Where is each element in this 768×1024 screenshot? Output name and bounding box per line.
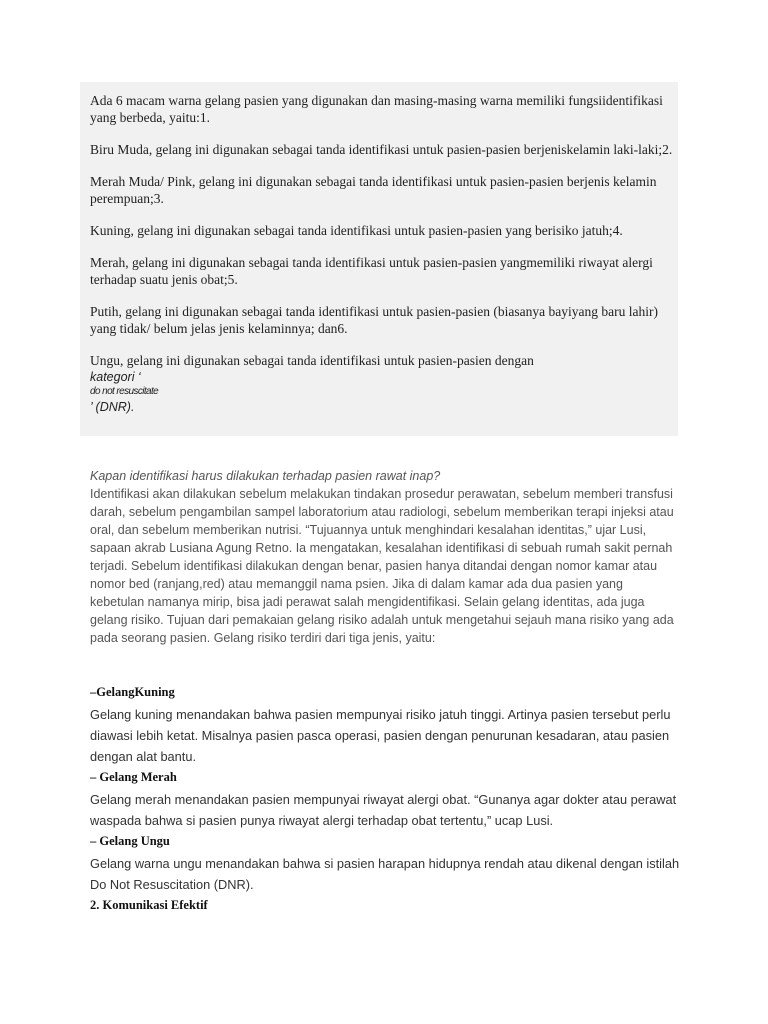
section-question: Kapan identifikasi harus dilakukan terhadap pasien rawat inap? bbox=[90, 469, 441, 483]
kategori-label: kategori ‘ bbox=[90, 370, 141, 384]
risk-bracelet-section bbox=[90, 684, 690, 917]
item-merah-muda: Merah Muda/ Pink, gelang ini digunakan sebagai tanda identifikasi untuk pasien-pasien berjenis kelamin perempuan;3. bbox=[90, 174, 657, 206]
item-ungu: Ungu, gelang ini digunakan sebagai tanda identifikasi untuk pasien-pasien dengan bbox=[90, 353, 534, 368]
text-gelang-kuning: Gelang kuning menandakan bahwa pasien mempunyai risiko jatuh tinggi. Artinya pasien tersebut perlu diawasi lebih ketat. Misalnya pasien pasca operasi, pasien dengan penurunan kesadaran, atau pasien dengan alat bantu. bbox=[90, 707, 671, 764]
identification-section bbox=[90, 467, 680, 647]
item-putih: Putih, gelang ini digunakan sebagai tanda identifikasi untuk pasien-pasien (biasanya bayiyang baru lahir) yang tidak/ belum jelas jenis kelaminnya; dan6. bbox=[90, 304, 658, 336]
box-content bbox=[90, 92, 676, 415]
heading-gelang-kuning: –GelangKuning bbox=[90, 685, 175, 699]
section-body: Identifikasi akan dilakukan sebelum melakukan tindakan prosedur perawatan, sebelum memberi transfusi darah, sebelum pengambilan sampel laboratorium atau radiologi, sebelum memberikan terapi injeksi atau oral, dan sebelum memberikan nutrisi. “Tujuannya untuk menghindari kesalahan identitas,” ujar Lusi, sapaan akrab Lusiana Agung Retno. Ia mengatakan, kesalahan identifikasi di sebuah rumah sakit pernah terjadi. Sebelum identifikasi dilakukan dengan benar, pasien hanya ditandai dengan nomor kamar atau nomor bed (ranjang,red) atau memanggil nama psien. Jika di dalam kamar ada dua pasien yang kebetulan namanya mirip, bisa jadi perawat salah mengidentifikasi. Selain gelang identitas, ada juga gelang risiko. Tujuan dari pemakaian gelang risiko adalah untuk mengetahui sejauh mana risiko yang ada pada seorang pasien. Gelang risiko terdiri dari tiga jenis, yaitu: bbox=[90, 487, 674, 645]
item-kuning: Kuning, gelang ini digunakan sebagai tanda identifikasi untuk pasien-pasien yang berisiko jatuh;4. bbox=[90, 223, 623, 238]
text-gelang-merah: Gelang merah menandakan pasien mempunyai riwayat alergi obat. “Gunanya agar dokter atau perawat waspada bahwa si pasien punya riwayat alergi terhadap obat tertentu,” ucap Lusi. bbox=[90, 792, 677, 828]
item-biru-muda: Biru Muda, gelang ini digunakan sebagai tanda identifikasi untuk pasien-pasien berjeniskelamin laki-laki;2. bbox=[90, 142, 673, 157]
heading-komunikasi-efektif: 2. Komunikasi Efektif bbox=[90, 898, 208, 912]
intro-paragraph: Ada 6 macam warna gelang pasien yang digunakan dan masing-masing warna memiliki fungsiidentifikasi yang berbeda, yaitu:1. bbox=[90, 93, 663, 125]
heading-gelang-merah: – Gelang Merah bbox=[90, 770, 177, 784]
dnr-term: do not resuscitate bbox=[90, 386, 159, 397]
text-gelang-ungu: Gelang warna ungu menandakan bahwa si pasien harapan hidupnya rendah atau dikenal dengan istilah Do Not Resuscitation (DNR). bbox=[90, 856, 680, 892]
heading-gelang-ungu: – Gelang Ungu bbox=[90, 834, 170, 848]
item-merah: Merah, gelang ini digunakan sebagai tanda identifikasi untuk pasien-pasien yangmemiliki riwayat alergi terhadap suatu jenis obat;5. bbox=[90, 255, 653, 287]
highlighted-box bbox=[80, 82, 678, 436]
dnr-abbrev: ’ (DNR). bbox=[90, 400, 135, 414]
